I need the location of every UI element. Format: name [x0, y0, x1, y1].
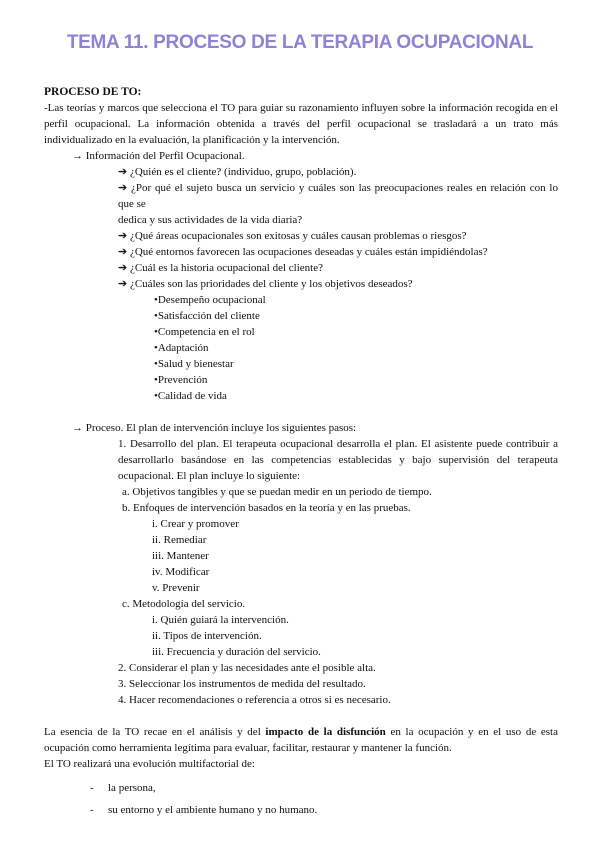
conclusion-text: La esencia de la TO recae en el análisis y del: [44, 726, 266, 738]
question-item-continuation: dedica y sus actividades de la vida diaria?: [118, 214, 303, 226]
question-item: ➔ ¿Por qué el sujeto busca un servicio y cuáles son las preocupaciones reales en relación con lo que se: [118, 182, 558, 210]
dash-item: [44, 802, 558, 818]
dash-item: [44, 780, 558, 796]
question-item: ➔ ¿Quién es el cliente? (individuo, grupo, población).: [118, 166, 357, 178]
bullet-item: •Calidad de vida: [154, 390, 227, 402]
bullet-item: •Adaptación: [154, 342, 209, 354]
bullet-item: •Satisfacción del cliente: [154, 310, 260, 322]
dash-item-text: su entorno y el ambiente humano y no humano.: [108, 804, 318, 816]
sub-item: a. Objetivos tangibles y que se puedan medir en un periodo de tiempo.: [122, 486, 432, 498]
proceso-heading: → Proceso. El plan de intervención incluye los siguientes pasos:: [72, 422, 357, 434]
conclusion-text: en la ocupación y en el uso de esta ocupación como herramienta legítima para evaluar, facilitar, restaurar y mantener la función.: [44, 726, 558, 754]
bullet-item: •Salud y bienestar: [154, 358, 234, 370]
conclusion-paragraph: [44, 724, 558, 756]
step-item: 1. Desarrollo del plan. El terapeuta ocupacional desarrolla el plan. El asistente puede contribuir a desarrollarlo basándose en las competencias establecidas y bajo supervisión del terapeuta ocupacional. El plan incluye lo siguiente:: [118, 438, 558, 482]
question-item: ➔ ¿Qué entornos favorecen las ocupaciones deseadas y cuáles están impidiéndolas?: [118, 246, 488, 258]
conclusion-bold-text: impacto de la disfunción: [265, 726, 386, 738]
roman-item: i. Crear y promover: [152, 518, 239, 530]
question-item: ➔ ¿Cuáles son las prioridades del cliente y los objetivos deseados?: [118, 278, 413, 290]
roman-item: iv. Modificar: [152, 566, 210, 578]
sub-item: b. Enfoques de intervención basados en la teoría y en las pruebas.: [122, 502, 411, 514]
bullet-item: •Competencia en el rol: [154, 326, 255, 338]
dash-marker: -: [90, 804, 94, 816]
roman-item: v. Prevenir: [152, 582, 200, 594]
intro-paragraph: -Las teorías y marcos que selecciona el TO para guiar su razonamiento influyen sobre la información recogida en el perfil ocupacional. La información obtenida a través del perfil ocupacional se trasladará a un trato más individualizado en la evaluación, la planificación y la intervención.: [44, 102, 558, 146]
roman-item: ii. Remediar: [152, 534, 207, 546]
perfil-heading: → Información del Perfil Ocupacional.: [72, 150, 245, 162]
step-item: 4. Hacer recomendaciones o referencia a otros si es necesario.: [118, 694, 391, 706]
bullet-item: •Desempeño ocupacional: [154, 294, 266, 306]
roman-item: ii. Tipos de intervención.: [152, 630, 262, 642]
bullet-item: •Prevención: [154, 374, 208, 386]
sub-item: c. Metodología del servicio.: [122, 598, 246, 610]
step-item: 2. Considerar el plan y las necesidades ante el posible alta.: [118, 662, 376, 674]
page-title: TEMA 11. PROCESO DE LA TERAPIA OCUPACIONAL: [66, 32, 534, 53]
dash-item-text: la persona,: [108, 782, 156, 794]
roman-item: iii. Frecuencia y duración del servicio.: [152, 646, 321, 658]
roman-item: iii. Mantener: [152, 550, 209, 562]
step-item: 3. Seleccionar los instrumentos de medida del resultado.: [118, 678, 366, 690]
section-heading: PROCESO DE TO:: [44, 86, 142, 98]
document-body: [44, 84, 558, 818]
roman-item: i. Quién guiará la intervención.: [152, 614, 289, 626]
multifactorial-line: El TO realizará una evolución multifactorial de:: [44, 758, 255, 770]
question-item: ➔ ¿Qué áreas ocupacionales son exitosas y cuáles causan problemas o riesgos?: [118, 230, 467, 242]
dash-marker: -: [90, 782, 94, 794]
question-item: ➔ ¿Cuál es la historia ocupacional del cliente?: [118, 262, 323, 274]
